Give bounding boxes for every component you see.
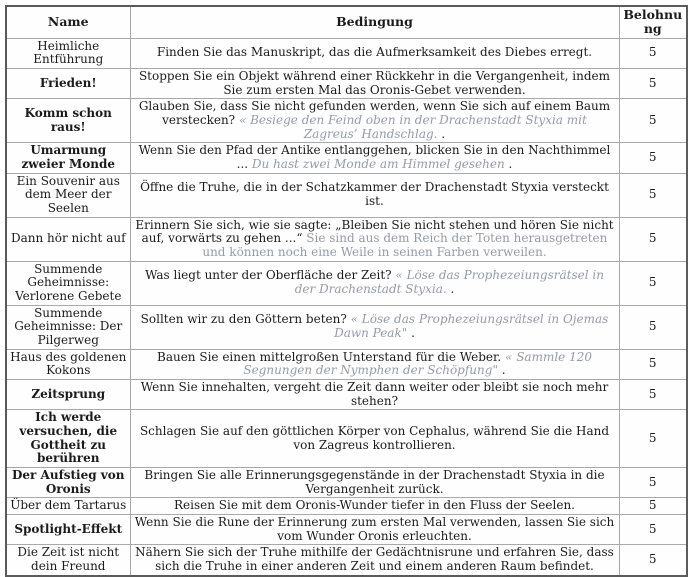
achievement-name-cell: Über dem Tartarus [6, 498, 130, 515]
achievements-table [5, 5, 688, 577]
reward-cell: 5 [619, 305, 687, 349]
achievement-name-cell: Umarmung zweier Monde [6, 143, 130, 173]
reward-cell: 5 [619, 410, 687, 468]
achievement-name-cell: Heimliche Entführung [6, 38, 130, 68]
condition-segment: Wenn Sie die Rune der Erinnerung zum ersten Mal verwenden, lassen Sie sich vom Wunder Oronis erleuchten. [134, 515, 615, 543]
reward-cell: 5 [619, 261, 687, 305]
condition-segment: . [504, 156, 513, 171]
reward-cell: 5 [619, 349, 687, 379]
achievement-name-cell: Komm schon raus! [6, 99, 130, 143]
achievement-name-cell: Ich werde versuchen, die Gottheit zu berühren [6, 410, 130, 468]
table-row [6, 515, 687, 545]
condition-segment: . [446, 282, 455, 297]
reward-cell: 5 [619, 545, 687, 576]
achievement-name-cell: Zeitsprung [6, 379, 130, 409]
condition-segment: . [437, 126, 446, 141]
achievement-name-cell: Spotlight-Effekt [6, 515, 130, 545]
condition-segment: Glauben Sie, dass Sie nicht gefunden werden, wenn Sie sich auf einem Baum verstecken? [138, 99, 611, 127]
condition-segment: « Löse das Prophezeiungsrätsel in der Drachenstadt Styxia. [294, 268, 604, 297]
reward-cell: 5 [619, 217, 687, 261]
condition-cell [130, 515, 619, 545]
table-row [6, 379, 687, 409]
condition-segment: . [411, 326, 415, 341]
condition-segment: Bauen Sie einen mittelgroßen Unterstand für die Weber. [157, 349, 506, 364]
table-row [6, 261, 687, 305]
condition-segment: Nähern Sie sich der Truhe mithilfe der Gedächtnisrune und erfahren Sie, dass sich die Truhe in einer anderen Zeit und einem anderen Raum befindet. [135, 545, 614, 574]
condition-cell [130, 379, 619, 409]
condition-segment: Erinnern Sie sich, wie sie sagte: „Bleiben Sie nicht stehen und hören Sie nicht auf, vorwärts zu gehen ...“ [135, 217, 614, 246]
achievement-name-cell: Dann hör nicht auf [6, 217, 130, 261]
condition-segment: Sie sind aus dem Reich der Toten herausgetreten und können noch eine Weile in seinen Farben verweilen. [202, 231, 608, 259]
table-row [6, 467, 687, 497]
reward-cell: 5 [619, 467, 687, 497]
condition-cell [130, 349, 619, 379]
table-row [6, 498, 687, 515]
condition-cell [130, 410, 619, 468]
condition-cell [130, 498, 619, 515]
reward-cell: 5 [619, 498, 687, 515]
condition-cell [130, 467, 619, 497]
column-header-belohnung: Belohnung [619, 6, 687, 38]
column-header-bedingung: Bedingung [130, 6, 619, 38]
table-row [6, 217, 687, 261]
condition-segment: Sollten wir zu den Göttern beten? [140, 312, 351, 327]
condition-cell [130, 68, 619, 98]
table-row [6, 545, 687, 576]
table-row [6, 38, 687, 68]
table-header [6, 6, 687, 38]
condition-cell [130, 38, 619, 68]
table-row [6, 68, 687, 98]
column-header-name: Name [6, 6, 130, 38]
achievement-name-cell: Ein Souvenir aus dem Meer der Seelen [6, 173, 130, 217]
condition-cell [130, 545, 619, 576]
table-body [6, 38, 687, 576]
achievement-name-cell: Die Zeit ist nicht dein Freund [6, 545, 130, 576]
table-row [6, 305, 687, 349]
condition-segment: . [501, 363, 506, 378]
condition-segment: Finden Sie das Manuskript, das die Aufmerksamkeit des Diebes erregt. [156, 45, 593, 60]
condition-segment: Was liegt unter der Oberfläche der Zeit? [145, 268, 396, 283]
condition-segment: Bringen Sie alle Erinnerungsgegenstände in der Drachenstadt Styxia in die Vergangenheit zurück. [144, 467, 605, 496]
header-row [6, 6, 687, 38]
achievement-name-cell: Frieden! [6, 68, 130, 98]
condition-segment: « Löse das Prophezeiungsrätsel in Ojemas Dawn Peak" [334, 312, 609, 341]
reward-cell: 5 [619, 173, 687, 217]
condition-segment: « Besiege den Feind oben in der Drachenstadt Styxia mit Zagreus’ Handschlag. [238, 112, 587, 141]
condition-segment: Du hast zwei Monde am Himmel gesehen [251, 156, 505, 171]
achievement-name-cell: Der Aufstieg von Oronis [6, 467, 130, 497]
reward-cell: 5 [619, 99, 687, 143]
reward-cell: 5 [619, 68, 687, 98]
condition-segment: Wenn Sie den Pfad der Antike entlanggehen, blicken Sie in den Nachthimmel ... [138, 143, 611, 171]
condition-segment: Schlagen Sie auf den göttlichen Körper von Cephalus, während Sie die Hand von Zagreus kontrollieren. [139, 423, 610, 452]
condition-cell [130, 143, 619, 173]
reward-cell: 5 [619, 143, 687, 173]
reward-cell: 5 [619, 38, 687, 68]
table-row [6, 143, 687, 173]
reward-cell: 5 [619, 379, 687, 409]
condition-cell [130, 173, 619, 217]
condition-segment: « Sammle 120 Segnungen der Nymphen der Schöpfung" [243, 349, 592, 378]
condition-cell [130, 217, 619, 261]
condition-segment: Stoppen Sie ein Objekt während einer Rückkehr in die Vergangenheit, indem Sie zum ersten Mal das Oronis-Gebet verwenden. [138, 68, 611, 97]
table-row [6, 410, 687, 468]
achievement-name-cell: Haus des goldenen Kokons [6, 349, 130, 379]
condition-segment: Reisen Sie mit dem Oronis-Wunder tiefer in den Fluss der Seelen. [174, 498, 575, 513]
table-row [6, 349, 687, 379]
table-row [6, 173, 687, 217]
condition-segment: Öffne die Truhe, die in der Schatzkammer der Drachenstadt Styxia versteckt ist. [140, 180, 609, 209]
reward-cell: 5 [619, 515, 687, 545]
table-row [6, 99, 687, 143]
condition-segment: Wenn Sie innehalten, vergeht die Zeit dann weiter oder bleibt sie noch mehr stehen? [140, 379, 609, 408]
achievement-name-cell: Summende Geheimnisse: Der Pilgerweg [6, 305, 130, 349]
condition-cell [130, 99, 619, 143]
condition-cell [130, 261, 619, 305]
condition-cell [130, 305, 619, 349]
achievement-name-cell: Summende Geheimnisse: Verlorene Gebete [6, 261, 130, 305]
